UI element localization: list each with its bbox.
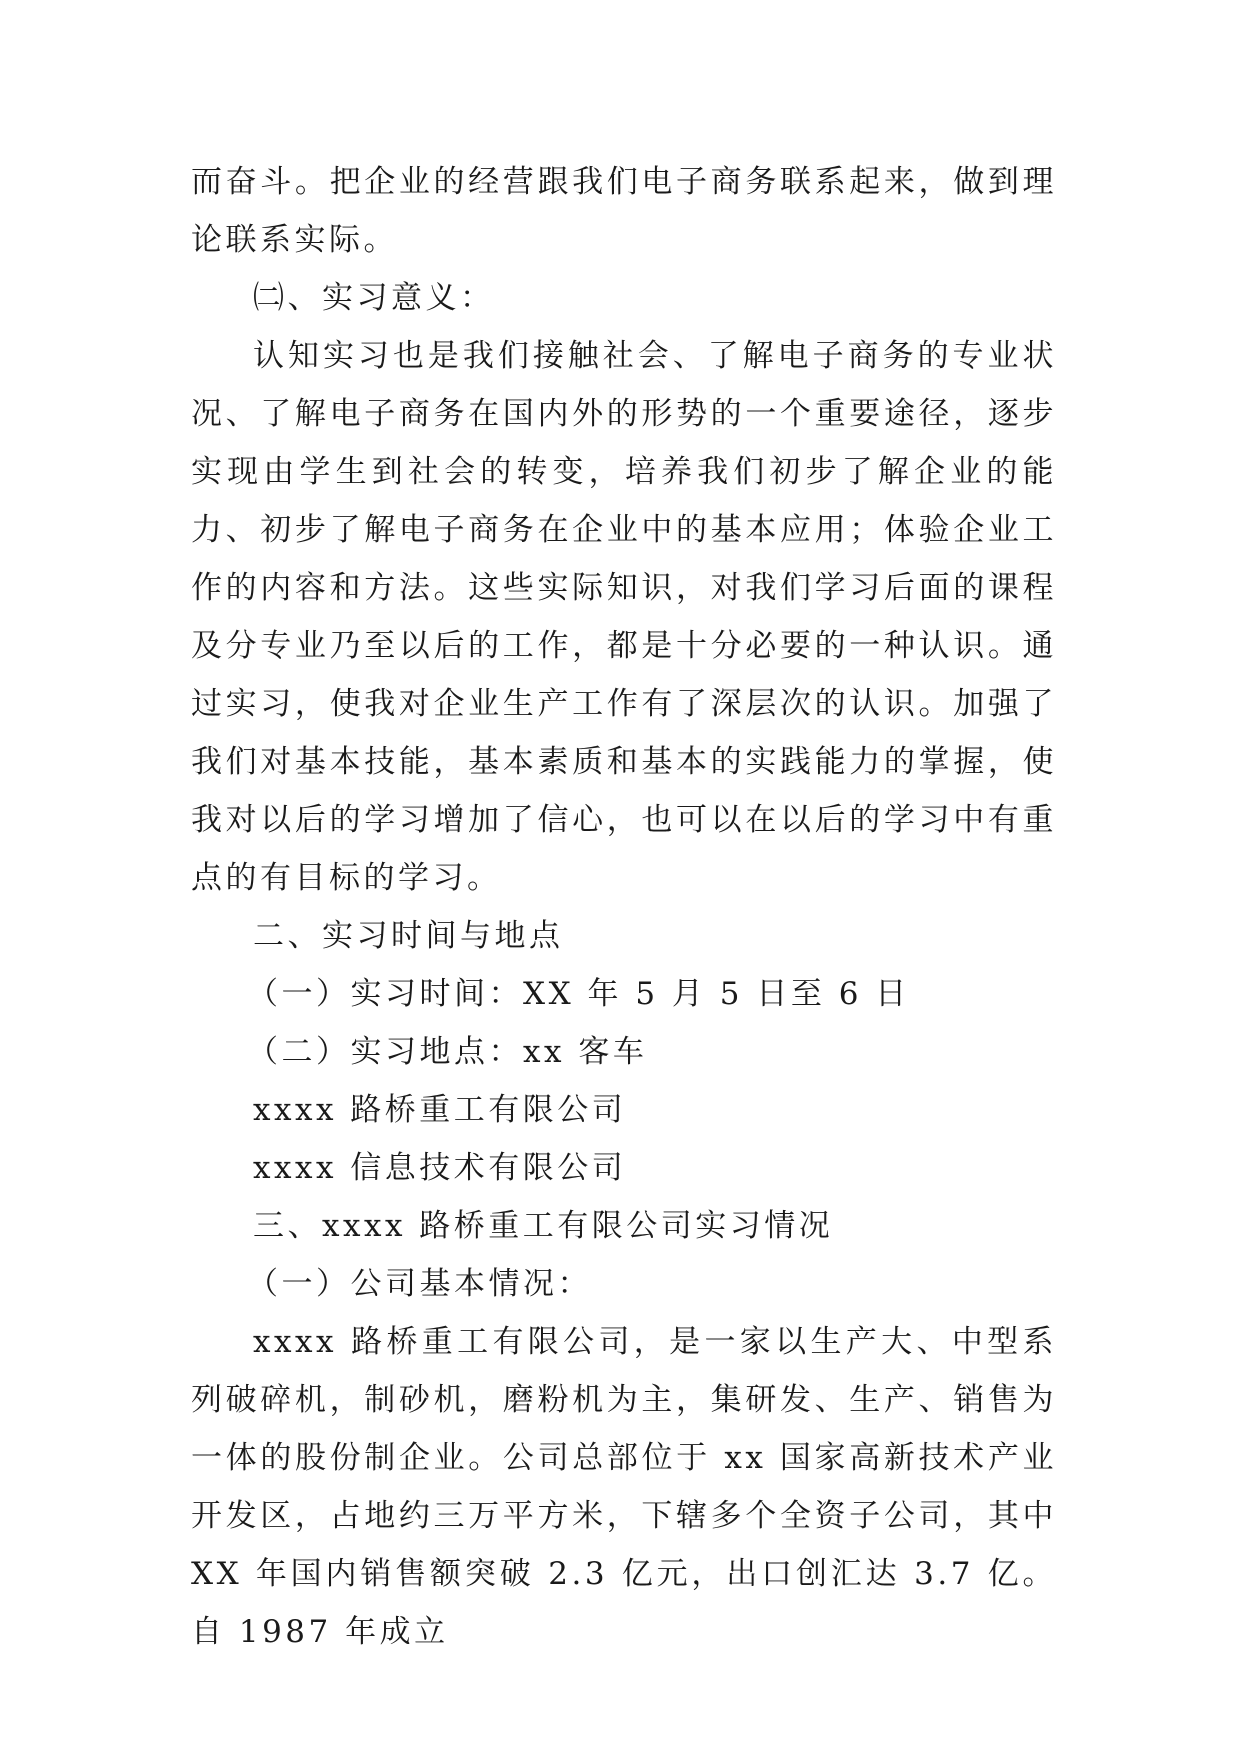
paragraph-continuation: 而奋斗。把企业的经营跟我们电子商务联系起来，做到理论联系实际。 [191,164,1057,258]
item-internship-time: （一）实习时间：XX 年 5 月 5 日至 6 日 [247,976,910,1012]
paragraph-significance-body: 认知实习也是我们接触社会、了解电子商务的专业状况、了解电子商务在国内外的形势的一个重要途径，逐步实现由学生到社会的转变，培养我们初步了解企业的能力、初步了解电子商务在企业中的基本应用；体验企业工作的内容和方法。这些实际知识，对我们学习后面的课程及分专业乃至以后的工作，都是十分必要的一种认识。通过实习，使我对企业生产工作有了深层次的认识。加强了我们对基本技能，基本素质和基本的实践能力的掌握，使我对以后的学习增加了信心，也可以在以后的学习中有重点的有目标的学习。 [191,338,1057,896]
paragraph-company-description: xxxx 路桥重工有限公司，是一家以生产大、中型系列破碎机，制砂机，磨粉机为主，集研发、生产、销售为一体的股份制企业。公司总部位于 xx 国家高新技术产业开发区，占地约三万平方米，下辖多个全资子公司，其中 XX 年国内销售额突破 2.3 亿元，出口创汇达 3.7 亿。自 1987 年成立 [191,1324,1057,1650]
company-name-info-tech: xxxx 信息技术有限公司 [253,1150,627,1186]
document-body [191,153,1057,1661]
heading-time-and-place: 二、实习时间与地点 [253,918,564,954]
heading-company-internship: 三、xxxx 路桥重工有限公司实习情况 [253,1208,834,1244]
item-internship-place: （二）实习地点：xx 客车 [247,1034,648,1070]
heading-internship-significance: ㈡、实习意义： [253,280,495,316]
item-company-basics: （一）公司基本情况： [247,1266,592,1302]
company-name-road-bridge: xxxx 路桥重工有限公司 [253,1092,627,1128]
